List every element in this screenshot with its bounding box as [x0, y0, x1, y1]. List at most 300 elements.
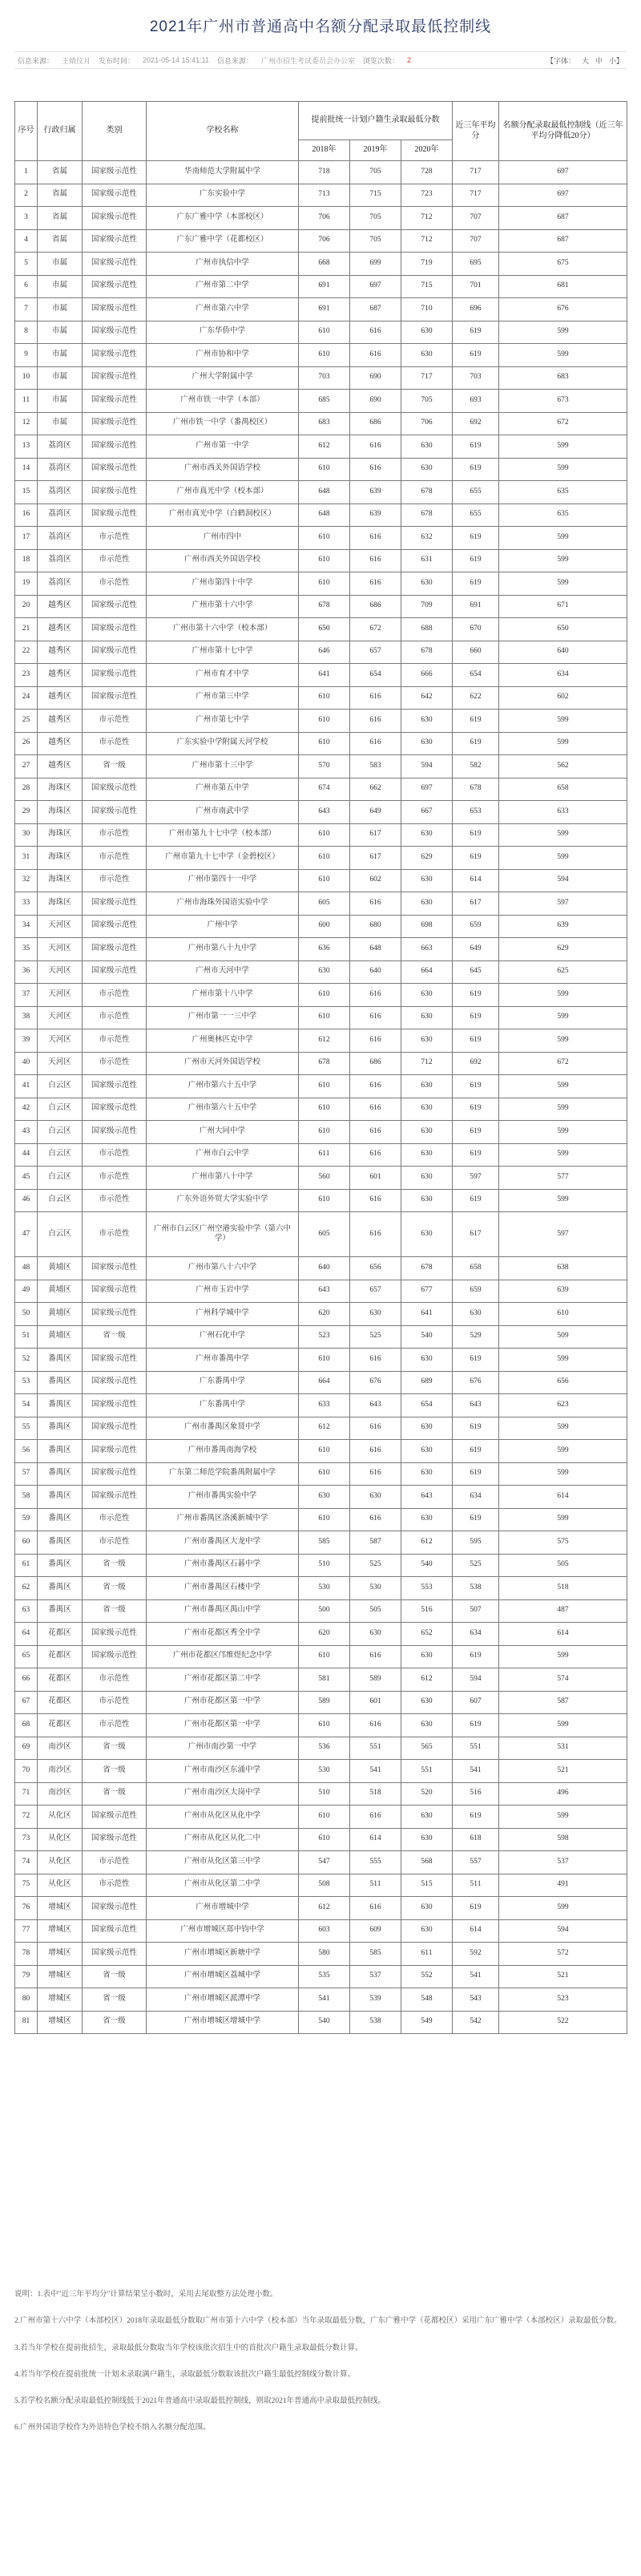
table-row	[15, 1417, 627, 1440]
cell-2020: 630	[401, 1029, 453, 1053]
cell-school: 广东番禺中学	[147, 1371, 299, 1394]
cell-control: 575	[499, 1531, 627, 1555]
font-size-large-button[interactable]: 大	[581, 56, 589, 65]
cell-district: 花都区	[38, 1714, 83, 1737]
cell-2019: 616	[350, 732, 401, 755]
cell-district: 省属	[38, 184, 83, 207]
cell-district: 白云区	[38, 1075, 83, 1098]
cell-school: 广州市第六十五中学	[147, 1098, 299, 1121]
cell-2020: 553	[401, 1577, 453, 1600]
cell-2020: 632	[401, 527, 453, 550]
cell-school: 广州市花都区第二中学	[147, 1668, 299, 1692]
cell-2020: 630	[401, 1212, 453, 1257]
cell-school: 广州大同中学	[147, 1121, 299, 1144]
cell-2019: 616	[350, 686, 401, 710]
cell-school: 广州市第七中学	[147, 710, 299, 733]
cell-category: 省一级	[83, 1554, 147, 1577]
cell-2018: 600	[299, 915, 350, 938]
cell-category: 省一级	[83, 1965, 147, 1988]
cell-2018: 610	[299, 549, 350, 572]
cell-2020: 705	[401, 390, 453, 413]
table-row	[15, 207, 627, 230]
cell-district: 番禺区	[38, 1599, 83, 1623]
cell-2018: 678	[299, 595, 350, 618]
cell-category: 国家级示范性	[83, 1919, 147, 1943]
cell-school: 广州市第八十九中学	[147, 938, 299, 961]
cell-2019: 518	[350, 1782, 401, 1806]
cell-district: 南沙区	[38, 1760, 83, 1783]
cell-2019: 616	[350, 344, 401, 367]
cell-2019: 609	[350, 1919, 401, 1943]
cell-control: 599	[499, 1349, 627, 1372]
cell-school: 广州市四中	[147, 527, 299, 550]
cell-category: 国家级示范性	[83, 960, 147, 984]
cell-control: 599	[499, 1417, 627, 1440]
note-1: 说明：1.表中"近三年平均分"计算结果呈小数时，采用去尾取整方法处理小数。	[14, 2291, 278, 2299]
table-row	[15, 321, 627, 344]
cell-2020: 520	[401, 1782, 453, 1806]
cell-avg: 619	[453, 572, 499, 596]
font-size-small-button[interactable]: 小】	[608, 56, 623, 65]
header-school: 学校名称	[147, 102, 299, 161]
cell-2018: 536	[299, 1737, 350, 1760]
cell-school: 广州市第四十中学	[147, 572, 299, 596]
cell-district: 越秀区	[38, 732, 83, 755]
cell-category: 国家级示范性	[83, 366, 147, 390]
cell-2019: 583	[350, 755, 401, 778]
table-row	[15, 527, 627, 550]
cell-category: 国家级示范性	[83, 1417, 147, 1440]
cell-2018: 610	[299, 710, 350, 733]
cell-2020: 540	[401, 1325, 453, 1349]
cell-2020: 717	[401, 366, 453, 390]
cell-no: 43	[15, 1121, 38, 1144]
cell-district: 从化区	[38, 1874, 83, 1897]
cell-2019: 601	[350, 1691, 401, 1714]
cell-control: 634	[499, 664, 627, 687]
table-row	[15, 412, 627, 435]
header-2019: 2019年	[350, 140, 401, 161]
cell-school: 广东外语外贸大学实验中学	[147, 1189, 299, 1212]
cell-no: 68	[15, 1714, 38, 1737]
cell-2018: 691	[299, 298, 350, 321]
cell-school: 广州市增城区增城中学	[147, 2011, 299, 2034]
table-row	[15, 2011, 627, 2034]
cell-control: 599	[499, 1806, 627, 1829]
cell-school: 广州市育才中学	[147, 664, 299, 687]
cell-2018: 610	[299, 572, 350, 596]
cell-school: 广东华侨中学	[147, 321, 299, 344]
cell-school: 广州市增城区派潭中学	[147, 1988, 299, 2012]
cell-district: 荔湾区	[38, 503, 83, 527]
cell-district: 市属	[38, 390, 83, 413]
cell-avg: 659	[453, 1280, 499, 1303]
cell-no: 66	[15, 1668, 38, 1692]
header-2018: 2018年	[299, 140, 350, 161]
cell-control: 599	[499, 1189, 627, 1212]
cell-2020: 678	[401, 503, 453, 527]
cell-2018: 610	[299, 1349, 350, 1372]
cell-2020: 630	[401, 1806, 453, 1829]
score-table-container	[14, 101, 627, 2034]
meta-views-label: 浏览次数：	[362, 56, 399, 65]
cell-school: 广州市番禺中学	[147, 1349, 299, 1372]
cell-control: 671	[499, 595, 627, 618]
table-row	[15, 161, 627, 184]
font-size-medium-button[interactable]: 中	[595, 56, 603, 65]
cell-2018: 610	[299, 1714, 350, 1737]
cell-school: 广州市第九十七中学（金碧校区）	[147, 847, 299, 870]
cell-category: 市示范性	[83, 1029, 147, 1053]
cell-2019: 654	[350, 664, 401, 687]
cell-category: 市示范性	[83, 710, 147, 733]
cell-avg: 617	[453, 892, 499, 916]
cell-category: 市示范性	[83, 984, 147, 1007]
cell-school: 广州市南武中学	[147, 801, 299, 824]
cell-2018: 630	[299, 960, 350, 984]
cell-no: 30	[15, 823, 38, 847]
cell-2018: 650	[299, 618, 350, 641]
cell-2019: 672	[350, 618, 401, 641]
cell-district: 荔湾区	[38, 435, 83, 459]
cell-district: 番禺区	[38, 1417, 83, 1440]
cell-2019: 616	[350, 1897, 401, 1920]
cell-category: 国家级示范性	[83, 1645, 147, 1668]
cell-school: 广东番禺中学	[147, 1394, 299, 1417]
cell-avg: 516	[453, 1782, 499, 1806]
cell-category: 市示范性	[83, 572, 147, 596]
cell-control: 599	[499, 527, 627, 550]
cell-2020: 630	[401, 572, 453, 596]
cell-2020: 712	[401, 229, 453, 253]
cell-district: 番禺区	[38, 1462, 83, 1486]
cell-control: 598	[499, 1828, 627, 1851]
cell-control: 681	[499, 275, 627, 298]
cell-2020: 706	[401, 412, 453, 435]
cell-2018: 610	[299, 344, 350, 367]
cell-category: 市示范性	[83, 1874, 147, 1897]
cell-category: 市示范性	[83, 1851, 147, 1874]
cell-category: 国家级示范性	[83, 435, 147, 459]
cell-school: 广州市真光中学（白鹤洞校区）	[147, 503, 299, 527]
cell-avg: 619	[453, 1508, 499, 1531]
cell-2019: 538	[350, 2011, 401, 2034]
cell-2018: 610	[299, 1121, 350, 1144]
cell-avg: 649	[453, 938, 499, 961]
cell-district: 增城区	[38, 2011, 83, 2034]
cell-district: 花都区	[38, 1623, 83, 1646]
cell-2018: 691	[299, 275, 350, 298]
cell-no: 23	[15, 664, 38, 687]
table-row	[15, 1623, 627, 1646]
cell-no: 31	[15, 847, 38, 870]
cell-category: 省一级	[83, 1988, 147, 2012]
cell-category: 国家级示范性	[83, 1440, 147, 1463]
cell-district: 黄埔区	[38, 1280, 83, 1303]
cell-category: 国家级示范性	[83, 1828, 147, 1851]
cell-2020: 540	[401, 1554, 453, 1577]
cell-2019: 616	[350, 321, 401, 344]
cell-no: 49	[15, 1280, 38, 1303]
cell-2020: 712	[401, 1052, 453, 1075]
cell-2020: 612	[401, 1668, 453, 1692]
cell-2019: 617	[350, 847, 401, 870]
cell-avg: 542	[453, 2011, 499, 2034]
table-row	[15, 960, 627, 984]
cell-control: 594	[499, 869, 627, 892]
cell-district: 海珠区	[38, 869, 83, 892]
cell-2019: 616	[350, 435, 401, 459]
cell-no: 40	[15, 1052, 38, 1075]
cell-2018: 636	[299, 938, 350, 961]
cell-district: 越秀区	[38, 618, 83, 641]
cell-2020: 630	[401, 1167, 453, 1190]
meta-source-label: 信息来源：	[18, 56, 54, 65]
cell-control: 523	[499, 1988, 627, 2012]
cell-avg: 634	[453, 1623, 499, 1646]
header-category: 类别	[83, 102, 147, 161]
cell-school: 广州市白云中学	[147, 1143, 299, 1167]
cell-2019: 680	[350, 915, 401, 938]
cell-2018: 510	[299, 1554, 350, 1577]
cell-school: 广东实验中学	[147, 184, 299, 207]
cell-control: 597	[499, 892, 627, 916]
cell-control: 599	[499, 1029, 627, 1053]
cell-2018: 685	[299, 390, 350, 413]
table-row	[15, 1121, 627, 1144]
cell-category: 国家级示范性	[83, 1121, 147, 1144]
cell-avg: 529	[453, 1325, 499, 1349]
cell-control: 650	[499, 618, 627, 641]
cell-control: 521	[499, 1760, 627, 1783]
cell-no: 20	[15, 595, 38, 618]
cell-2020: 630	[401, 1121, 453, 1144]
table-row	[15, 710, 627, 733]
cell-avg: 619	[453, 1440, 499, 1463]
cell-2018: 541	[299, 1988, 350, 2012]
cell-control: 599	[499, 710, 627, 733]
cell-2020: 698	[401, 915, 453, 938]
cell-2020: 630	[401, 732, 453, 755]
cell-control: 599	[499, 435, 627, 459]
cell-category: 国家级示范性	[83, 1349, 147, 1372]
cell-2018: 523	[299, 1325, 350, 1349]
cell-2020: 630	[401, 1714, 453, 1737]
table-row	[15, 1508, 627, 1531]
cell-control: 577	[499, 1167, 627, 1190]
cell-category: 国家级示范性	[83, 253, 147, 276]
cell-school: 广州市天河外国语学校	[147, 1052, 299, 1075]
cell-district: 番禺区	[38, 1554, 83, 1577]
cell-category: 国家级示范性	[83, 1462, 147, 1486]
cell-district: 天河区	[38, 960, 83, 984]
header-district: 行政归属	[38, 102, 83, 161]
cell-control: 658	[499, 778, 627, 801]
cell-district: 天河区	[38, 1052, 83, 1075]
cell-avg: 619	[453, 823, 499, 847]
table-row	[15, 1714, 627, 1737]
cell-category: 市示范性	[83, 823, 147, 847]
cell-2019: 602	[350, 869, 401, 892]
cell-2018: 589	[299, 1691, 350, 1714]
cell-avg: 619	[453, 549, 499, 572]
cell-district: 市属	[38, 366, 83, 390]
table-row	[15, 1486, 627, 1509]
cell-control: 639	[499, 915, 627, 938]
table-row	[15, 801, 627, 824]
cell-2018: 610	[299, 458, 350, 481]
cell-control: 531	[499, 1737, 627, 1760]
cell-2019: 616	[350, 892, 401, 916]
cell-school: 广州市第五中学	[147, 778, 299, 801]
cell-category: 国家级示范性	[83, 1897, 147, 1920]
cell-no: 15	[15, 481, 38, 504]
cell-2019: 555	[350, 1851, 401, 1874]
cell-no: 28	[15, 778, 38, 801]
table-row	[15, 915, 627, 938]
cell-category: 省一级	[83, 2011, 147, 2034]
table-row	[15, 1806, 627, 1829]
cell-school: 广州市从化区从化二中	[147, 1828, 299, 1851]
cell-no: 61	[15, 1554, 38, 1577]
cell-category: 国家级示范性	[83, 1371, 147, 1394]
cell-2020: 689	[401, 1371, 453, 1394]
cell-school: 广州市第一一三中学	[147, 1006, 299, 1029]
font-size-switcher	[546, 55, 623, 66]
cell-no: 29	[15, 801, 38, 824]
cell-avg: 619	[453, 847, 499, 870]
cell-control: 594	[499, 1919, 627, 1943]
cell-school: 广州大学附属中学	[147, 366, 299, 390]
table-row	[15, 1531, 627, 1555]
cell-school: 广东第二师范学院番禺附属中学	[147, 1462, 299, 1486]
cell-avg: 619	[453, 984, 499, 1007]
cell-2020: 642	[401, 686, 453, 710]
table-row	[15, 1303, 627, 1326]
cell-2018: 610	[299, 1189, 350, 1212]
cell-2018: 683	[299, 412, 350, 435]
cell-2019: 616	[350, 1189, 401, 1212]
cell-no: 65	[15, 1645, 38, 1668]
cell-2020: 552	[401, 1965, 453, 1988]
cell-control: 614	[499, 1486, 627, 1509]
cell-2019: 616	[350, 1029, 401, 1053]
cell-2018: 706	[299, 229, 350, 253]
cell-2020: 664	[401, 960, 453, 984]
cell-district: 市属	[38, 321, 83, 344]
cell-2020: 630	[401, 869, 453, 892]
cell-no: 26	[15, 732, 38, 755]
cell-school: 广州市番禺区石碁中学	[147, 1554, 299, 1577]
cell-school: 广州市增城区荔城中学	[147, 1965, 299, 1988]
cell-avg: 696	[453, 298, 499, 321]
cell-no: 57	[15, 1462, 38, 1486]
cell-2020: 641	[401, 1303, 453, 1326]
cell-control: 487	[499, 1599, 627, 1623]
cell-avg: 619	[453, 1714, 499, 1737]
table-row	[15, 253, 627, 276]
table-row	[15, 1828, 627, 1851]
cell-school: 广州市花都区第一中学	[147, 1691, 299, 1714]
cell-district: 从化区	[38, 1851, 83, 1874]
cell-control: 640	[499, 641, 627, 664]
cell-2020: 719	[401, 253, 453, 276]
cell-category: 国家级示范性	[83, 229, 147, 253]
cell-district: 省属	[38, 207, 83, 230]
cell-district: 白云区	[38, 1098, 83, 1121]
cell-2019: 630	[350, 1303, 401, 1326]
table-row	[15, 1577, 627, 1600]
cell-2020: 568	[401, 1851, 453, 1874]
cell-control: 672	[499, 1052, 627, 1075]
cell-school: 广州市玉岩中学	[147, 1280, 299, 1303]
cell-district: 从化区	[38, 1828, 83, 1851]
cell-district: 黄埔区	[38, 1303, 83, 1326]
cell-district: 花都区	[38, 1691, 83, 1714]
cell-category: 省一级	[83, 755, 147, 778]
cell-2019: 539	[350, 1988, 401, 2012]
cell-category: 国家级示范性	[83, 207, 147, 230]
cell-category: 国家级示范性	[83, 1806, 147, 1829]
cell-school: 广州市从化区从化中学	[147, 1806, 299, 1829]
table-row	[15, 1919, 627, 1943]
cell-avg: 619	[453, 527, 499, 550]
cell-2020: 630	[401, 1440, 453, 1463]
cell-category: 省一级	[83, 1599, 147, 1623]
cell-category: 市示范性	[83, 1714, 147, 1737]
table-row	[15, 481, 627, 504]
cell-school: 广州市南沙区东涌中学	[147, 1760, 299, 1783]
cell-no: 74	[15, 1851, 38, 1874]
cell-category: 国家级示范性	[83, 778, 147, 801]
cell-2019: 643	[350, 1394, 401, 1417]
cell-2018: 530	[299, 1760, 350, 1783]
cell-2019: 616	[350, 1462, 401, 1486]
cell-2019: 587	[350, 1531, 401, 1555]
cell-avg: 619	[453, 1075, 499, 1098]
cell-no: 53	[15, 1371, 38, 1394]
table-row	[15, 1645, 627, 1668]
cell-district: 海珠区	[38, 892, 83, 916]
cell-2019: 616	[350, 1714, 401, 1737]
table-row	[15, 1006, 627, 1029]
cell-district: 越秀区	[38, 686, 83, 710]
cell-avg: 619	[453, 1462, 499, 1486]
cell-no: 47	[15, 1212, 38, 1257]
cell-district: 白云区	[38, 1167, 83, 1190]
cell-avg: 582	[453, 755, 499, 778]
cell-2020: 630	[401, 1462, 453, 1486]
cell-control: 683	[499, 366, 627, 390]
cell-no: 25	[15, 710, 38, 733]
cell-category: 国家级示范性	[83, 1098, 147, 1121]
cell-category: 市示范性	[83, 1691, 147, 1714]
cell-district: 海珠区	[38, 823, 83, 847]
cell-school: 广州市番禺区大龙中学	[147, 1531, 299, 1555]
meta-origin-value: 广州市招生考试委员会办公室	[260, 56, 355, 65]
cell-2020: 652	[401, 1623, 453, 1646]
cell-school: 广州市第六中学	[147, 298, 299, 321]
cell-2018: 585	[299, 1531, 350, 1555]
cell-avg: 557	[453, 1851, 499, 1874]
table-row	[15, 366, 627, 390]
cell-2019: 505	[350, 1599, 401, 1623]
cell-no: 33	[15, 892, 38, 916]
cell-avg: 619	[453, 1006, 499, 1029]
cell-control: 599	[499, 1440, 627, 1463]
cell-no: 19	[15, 572, 38, 596]
cell-no: 76	[15, 1897, 38, 1920]
